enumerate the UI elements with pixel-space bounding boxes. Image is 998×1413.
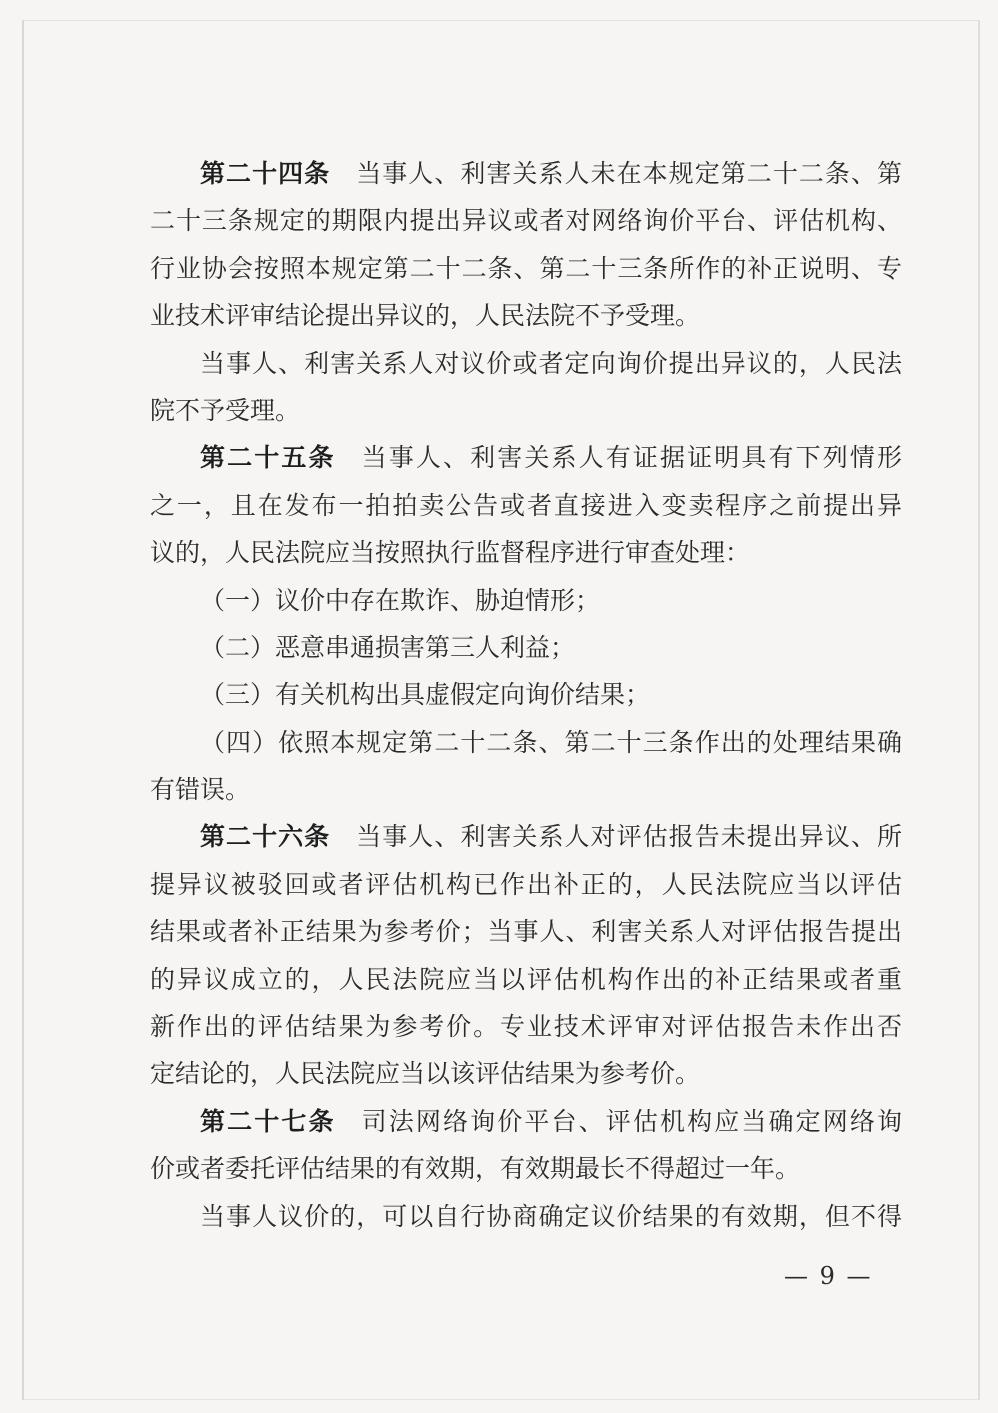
list-item: （三）有关机构出具虚假定向询价结果； [200, 680, 651, 710]
page-number: — 9 — [784, 1262, 873, 1290]
text-line: 当事人、利害关系人未在本规定第二十二条、第 [356, 159, 902, 188]
article-24-line-1 [150, 150, 902, 197]
article-24-heading: 第二十四条 [200, 159, 331, 188]
article-27-line-1 [150, 1098, 902, 1145]
text-line: 结果或者补正结果为参考价；当事人、利害关系人对评估报告提出 [150, 917, 902, 947]
document-body [150, 150, 902, 1240]
text-line: 定结论的，人民法院应当以该评估结果为参考价。 [150, 1059, 701, 1089]
article-26-line-1 [150, 813, 902, 860]
text-line: 业技术评审结论提出异议的，人民法院不予受理。 [150, 301, 701, 331]
article-25-line-1 [150, 434, 902, 481]
text-line: 院不予受理。 [150, 395, 301, 425]
list-item: （二）恶意串通损害第三人利益； [200, 632, 576, 662]
text-line: 当事人、利害关系人有证据证明具有下列情形 [361, 443, 902, 473]
list-item: （一）议价中存在欺诈、胁迫情形； [200, 585, 601, 615]
text-line: 价或者委托评估结果的有效期，有效期最长不得超过一年。 [150, 1154, 801, 1184]
text-line: 有错误。 [150, 775, 251, 805]
article-27-heading: 第二十七条 [200, 1106, 336, 1136]
text-line: 当事人、利害关系人对评估报告未提出异议、所 [356, 822, 902, 852]
article-26-heading: 第二十六条 [200, 822, 331, 852]
text-line: 行业协会按照本规定第二十二条、第二十三条所作的补正说明、专 [150, 253, 902, 283]
text-line: 司法网络询价平台、评估机构应当确定网络询 [361, 1106, 902, 1136]
text-line: 新作出的评估结果为参考价。专业技术评审对评估报告未作出否 [150, 1012, 902, 1042]
article-25-heading: 第二十五条 [200, 443, 336, 473]
text-line: 的异议成立的，人民法院应当以评估机构作出的补正结果或者重 [150, 964, 902, 994]
text-line: 提异议被驳回或者评估机构已作出补正的，人民法院应当以评估 [150, 869, 902, 899]
text-line: 当事人、利害关系人对议价或者定向询价提出异议的，人民法 [200, 348, 902, 378]
text-line: 议的，人民法院应当按照执行监督程序进行审查处理： [150, 538, 751, 568]
text-line: 二十三条规定的期限内提出异议或者对网络询价平台、评估机构、 [150, 206, 902, 236]
text-line: 当事人议价的，可以自行协商确定议价结果的有效期，但不得 [200, 1201, 902, 1231]
list-item: （四）依照本规定第二十二条、第二十三条作出的处理结果确 [200, 727, 902, 757]
text-line: 之一，且在发布一拍拍卖公告或者直接进入变卖程序之前提出异 [150, 490, 902, 520]
